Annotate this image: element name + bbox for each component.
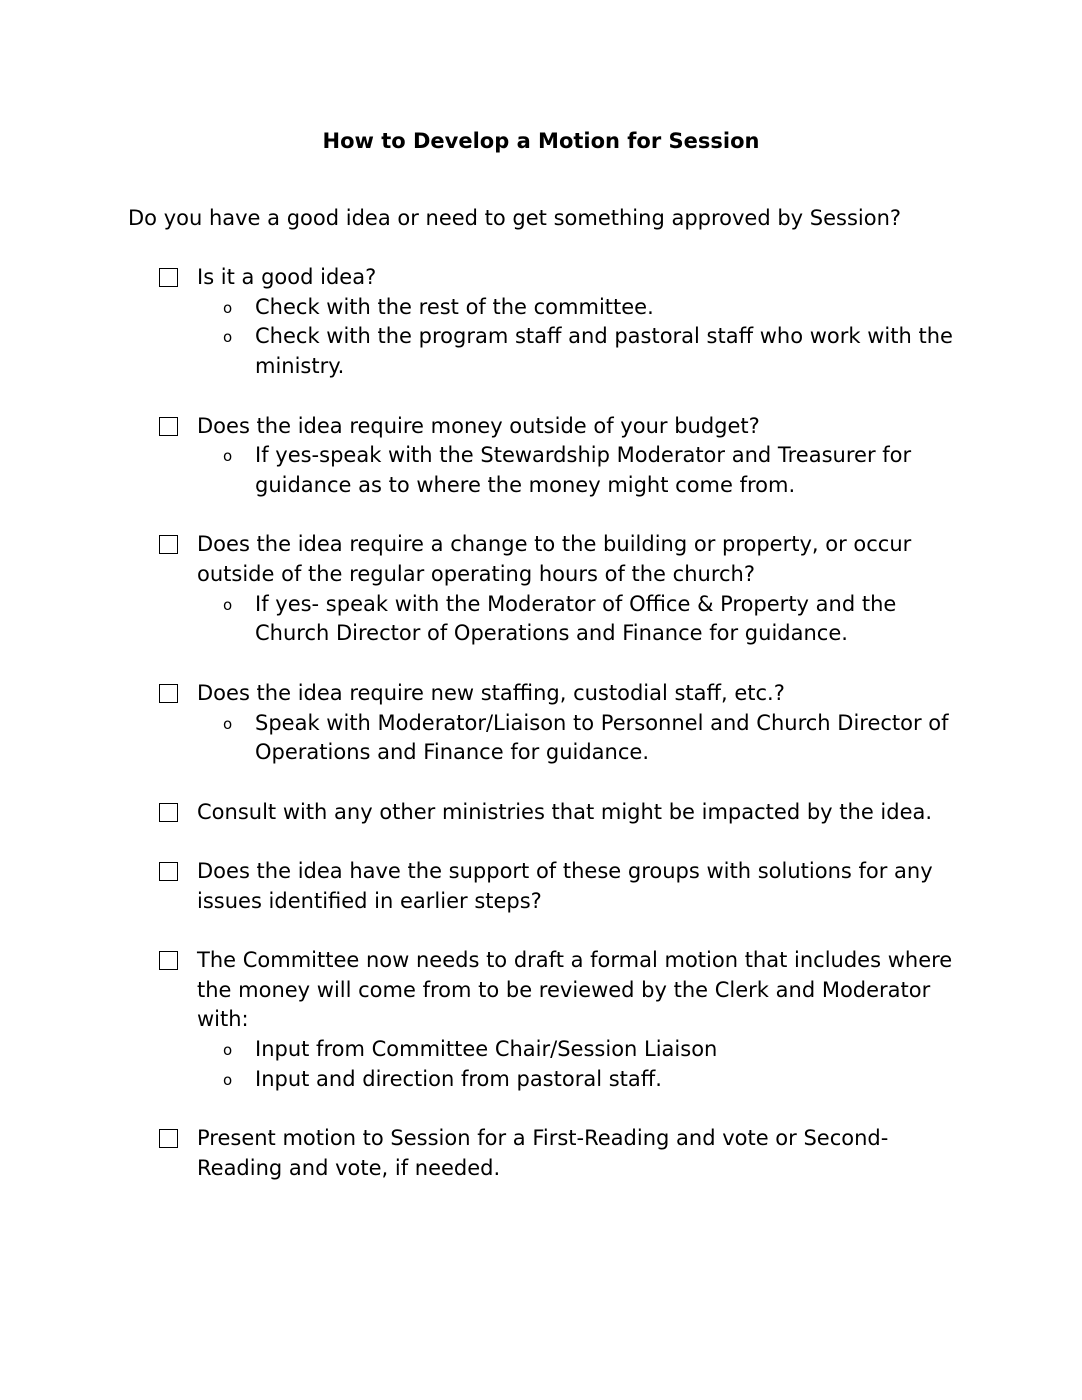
circle-bullet-icon: o [223,714,233,733]
checklist-item [158,530,958,649]
checkbox-icon[interactable] [159,535,178,554]
sub-list [197,590,958,649]
sub-list [197,293,958,382]
checklist-item-text: Does the idea require new staffing, custodial staff, etc.? [197,680,785,705]
checklist-item [158,798,958,828]
sub-list-item [223,441,958,500]
circle-bullet-icon: o [223,595,233,614]
sub-list [197,1035,958,1094]
circle-bullet-icon: o [223,1070,233,1089]
sub-list-item [223,709,958,768]
checkbox-icon[interactable] [159,1129,178,1148]
checkbox-icon[interactable] [159,684,178,703]
sub-list-item [223,590,958,649]
checkbox-icon[interactable] [159,417,178,436]
checklist-item [158,857,958,916]
sub-list-item-text: Input and direction from pastoral staff. [255,1066,662,1091]
sub-list-item-text: If yes- speak with the Moderator of Office & Property and the Church Director of Operations and Finance for guidance. [255,591,897,646]
checklist-item [158,1124,958,1183]
checkbox-icon[interactable] [159,803,178,822]
intro-text: Do you have a good idea or need to get something approved by Session? [128,206,902,230]
sub-list-item [223,322,958,381]
sub-list-item-text: Speak with Moderator/Liaison to Personnel and Church Director of Operations and Finance for guidance. [255,710,949,765]
sub-list-item [223,293,958,323]
sub-list-item-text: If yes-speak with the Stewardship Moderator and Treasurer for guidance as to where the money might come from. [255,443,912,497]
circle-bullet-icon: o [223,328,233,347]
checklist-item [158,412,958,501]
checklist-item-text: Present motion to Session for a First-Reading and vote or Second-Reading and vote, if needed. [197,1126,889,1180]
checklist-item [158,946,958,1095]
sub-list-item [223,1065,958,1095]
checklist-item-text: The Committee now needs to draft a formal motion that includes where the money will come from to be reviewed by the Clerk and Moderator with: [197,948,953,1032]
circle-bullet-icon: o [223,298,233,317]
checklist-item-text: Consult with any other ministries that might be impacted by the idea. [197,799,933,824]
sub-list-item-text: Input from Committee Chair/Session Liaison [255,1037,718,1062]
checklist-item-text: Does the idea require money outside of your budget? [197,413,760,438]
sub-list [197,709,958,768]
sub-list-item-text: Check with the program staff and pastoral staff who work with the ministry. [255,324,953,379]
page-title: How to Develop a Motion for Session [322,129,760,153]
checkbox-icon[interactable] [159,951,178,970]
sub-list-item [223,1035,958,1065]
checklist-item [158,679,958,768]
checklist-item-text: Does the idea have the support of these groups with solutions for any issues identified in earlier steps? [197,858,933,913]
checklist [158,263,958,1213]
checklist-item [158,263,958,382]
checklist-item-text: Does the idea require a change to the building or property, or occur outside of the regular operating hours of the church? [197,532,912,586]
checklist-item-text: Is it a good idea? [197,265,377,289]
checkbox-icon[interactable] [159,862,178,881]
checkbox-icon[interactable] [159,268,178,287]
circle-bullet-icon: o [223,1041,233,1060]
sub-list [197,441,958,500]
circle-bullet-icon: o [223,447,233,466]
sub-list-item-text: Check with the rest of the committee. [255,294,654,319]
